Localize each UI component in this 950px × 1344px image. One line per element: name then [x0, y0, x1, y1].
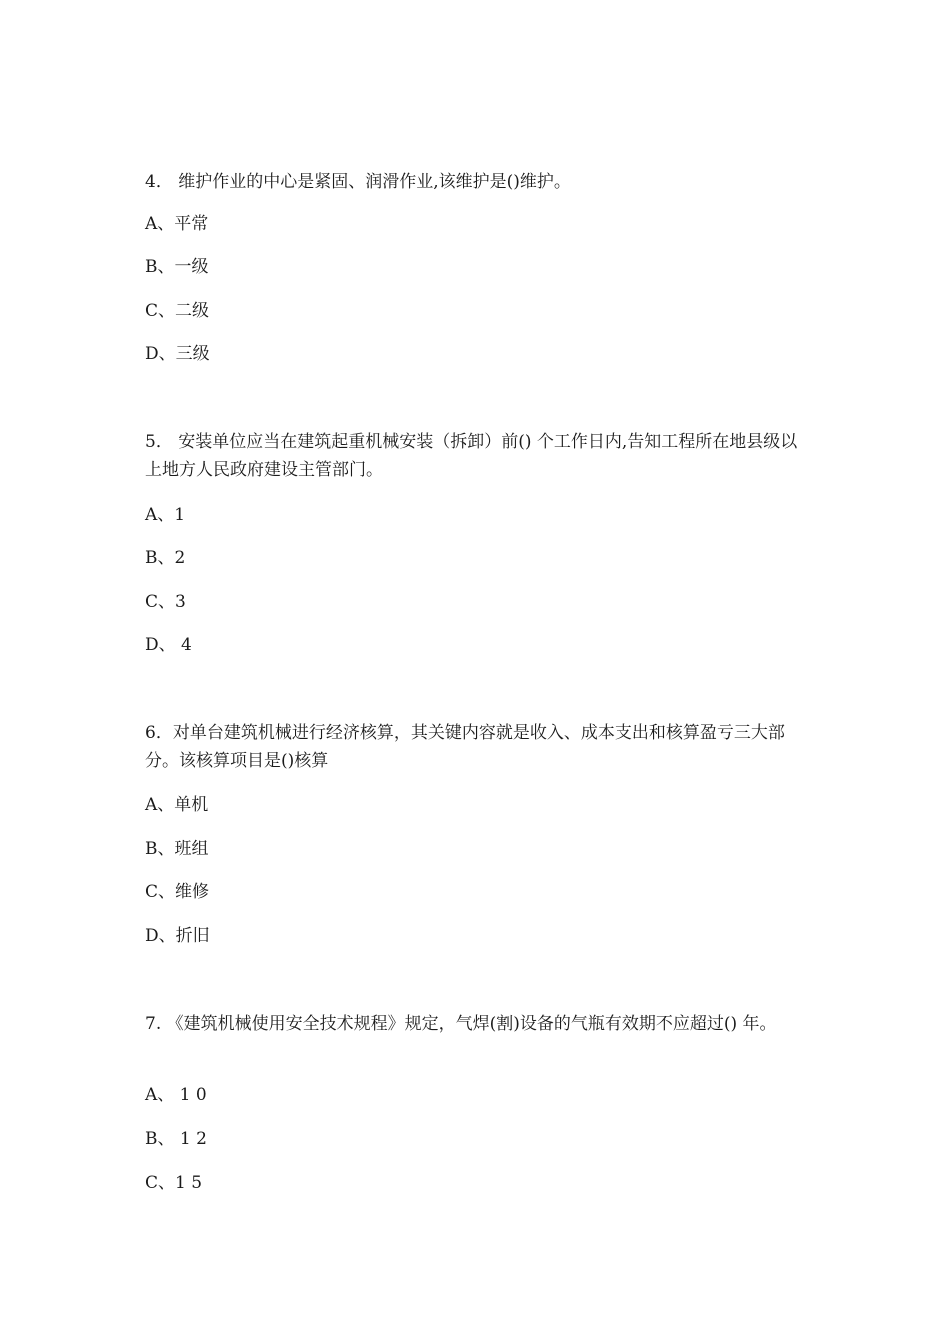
question-4-option-b: B、一级 — [145, 257, 209, 277]
question-6-option-b: B、班组 — [145, 839, 209, 859]
question-7-option-c: C、1 5 — [145, 1173, 203, 1193]
question-6-option-d: D、折旧 — [145, 926, 210, 946]
question-5-option-d: D、 4 — [145, 635, 192, 655]
question-7-stem: 7. 《建筑机械使用安全技术规程》规定，气焊(割)设备的气瓶有效期不应超过() 年。 — [145, 1014, 777, 1034]
question-4-stem: 4． 维护作业的中心是紧固、润滑作业,该维护是()维护。 — [145, 172, 571, 192]
question-5-option-a: A、1 — [145, 505, 186, 525]
question-5-option-b: B、2 — [145, 548, 186, 568]
question-7-option-b: B、 1 2 — [145, 1129, 207, 1149]
question-7-option-a: A、 1 0 — [145, 1085, 207, 1105]
question-6-option-c: C、维修 — [145, 882, 210, 902]
question-6-option-a: A、单机 — [145, 795, 209, 815]
question-4-option-d: D、三级 — [145, 344, 210, 364]
question-6-stem: 6．对单台建筑机械进行经济核算，其关键内容就是收入、成本支出和核算盈亏三大部分。该核算项目是()核算 — [145, 723, 785, 771]
question-4-option-c: C、二级 — [145, 301, 210, 321]
question-4-option-a: A、平常 — [145, 214, 209, 234]
question-5-option-c: C、3 — [145, 592, 186, 612]
question-5-stem: 5． 安装单位应当在建筑起重机械安装（拆卸）前() 个工作日内,告知工程所在地县级以上地方人民政府建设主管部门。 — [145, 432, 798, 480]
